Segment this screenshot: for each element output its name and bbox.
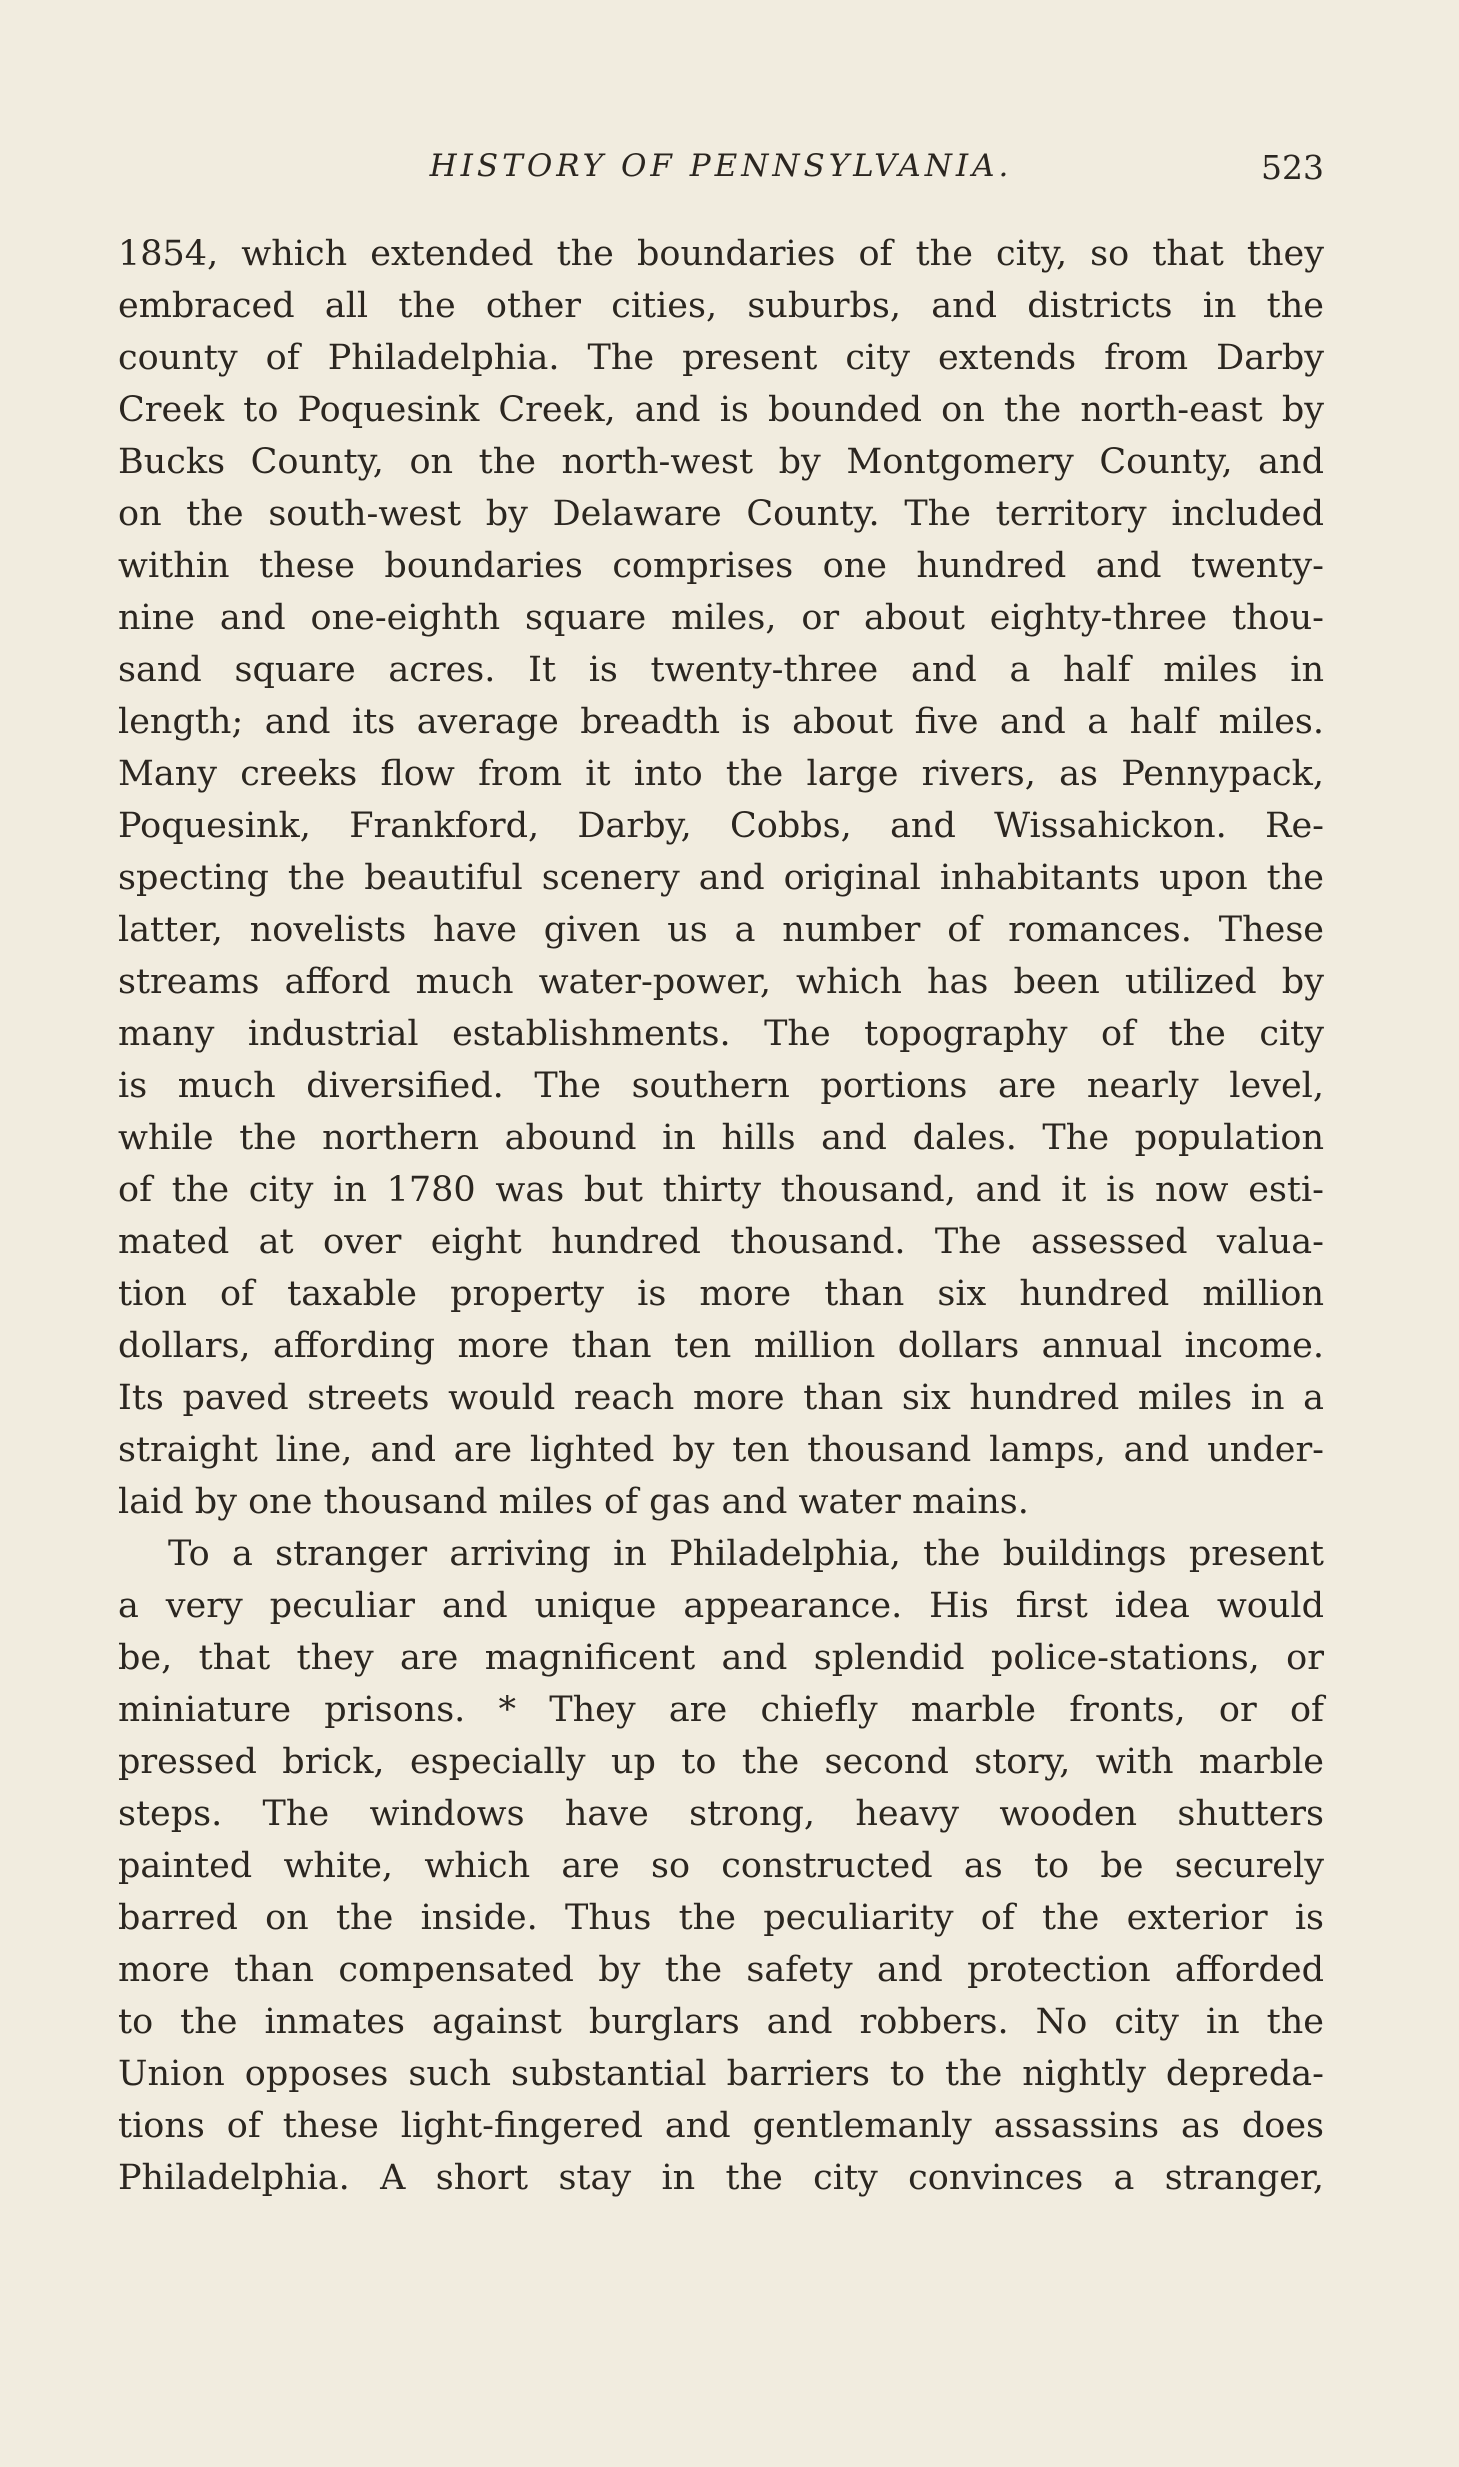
text-line: miniature prisons. * They are chiefly marble fronts, or of <box>118 1690 1324 1730</box>
running-title: HISTORY OF PENNSYLVANIA. <box>429 148 1013 184</box>
text-line: is much diversified. The southern portions are nearly level, <box>118 1066 1324 1106</box>
text-line: more than compensated by the safety and protection afforded <box>118 1950 1324 1990</box>
text-line: Bucks County, on the north-west by Montgomery County, and <box>118 442 1324 482</box>
text-line: pressed brick, especially up to the second story, with marble <box>118 1742 1324 1782</box>
text-line: Creek to Poquesink Creek, and is bounded on the north-east by <box>118 390 1324 430</box>
text-line: many industrial establishments. The topography of the city <box>118 1014 1324 1054</box>
text-line: be, that they are magnificent and splendid police-stations, or <box>118 1638 1324 1678</box>
text-line: a very peculiar and unique appearance. His first idea would <box>118 1586 1324 1626</box>
text-line: streams afford much water-power, which has been utilized by <box>118 962 1324 1002</box>
text-line: 1854, which extended the boundaries of the city, so that they <box>118 234 1324 274</box>
text-line: sand square acres. It is twenty-three and a half miles in <box>118 650 1324 690</box>
text-line: latter, novelists have given us a number of romances. These <box>118 910 1324 950</box>
text-line: on the south-west by Delaware County. The territory included <box>118 494 1324 534</box>
text-line: dollars, affording more than ten million dollars annual income. <box>118 1326 1324 1366</box>
text-line: Philadelphia. A short stay in the city convinces a stranger, <box>118 2158 1324 2198</box>
text-line: nine and one-eighth square miles, or about eighty-three thou- <box>118 598 1324 638</box>
text-line: tions of these light-fingered and gentlemanly assassins as does <box>118 2106 1324 2146</box>
text-line: embraced all the other cities, suburbs, and districts in the <box>118 286 1324 326</box>
text-line: to the inmates against burglars and robbers. No city in the <box>118 2002 1324 2042</box>
text-line: tion of taxable property is more than six hundred million <box>118 1274 1324 1314</box>
text-line: of the city in 1780 was but thirty thousand, and it is now esti- <box>118 1170 1324 1210</box>
text-line: specting the beautiful scenery and original inhabitants upon the <box>118 858 1324 898</box>
body-text <box>118 228 1324 2204</box>
text-line: steps. The windows have strong, heavy wooden shutters <box>118 1794 1324 1834</box>
paragraph-start-line: To a stranger arriving in Philadelphia, the buildings present <box>168 1534 1324 1574</box>
text-line: barred on the inside. Thus the peculiarity of the exterior is <box>118 1898 1324 1938</box>
running-head <box>118 148 1324 188</box>
text-line: county of Philadelphia. The present city extends from Darby <box>118 338 1324 378</box>
page-number: 523 <box>1261 148 1324 187</box>
text-line: Union opposes such substantial barriers to the nightly depreda- <box>118 2054 1324 2094</box>
text-line: Its paved streets would reach more than six hundred miles in a <box>118 1378 1324 1418</box>
text-line: straight line, and are lighted by ten thousand lamps, and under- <box>118 1430 1324 1470</box>
text-line: Poquesink, Frankford, Darby, Cobbs, and Wissahickon. Re- <box>118 806 1324 846</box>
text-line: while the northern abound in hills and dales. The population <box>118 1118 1324 1158</box>
text-line: Many creeks flow from it into the large rivers, as Pennypack, <box>118 754 1324 794</box>
text-line: painted white, which are so constructed as to be securely <box>118 1846 1324 1886</box>
text-line: mated at over eight hundred thousand. The assessed valua- <box>118 1222 1324 1262</box>
text-line: length; and its average breadth is about five and a half miles. <box>118 702 1324 742</box>
text-line: within these boundaries comprises one hundred and twenty- <box>118 546 1324 586</box>
paragraph-end-line: laid by one thousand miles of gas and water mains. <box>118 1482 1029 1522</box>
